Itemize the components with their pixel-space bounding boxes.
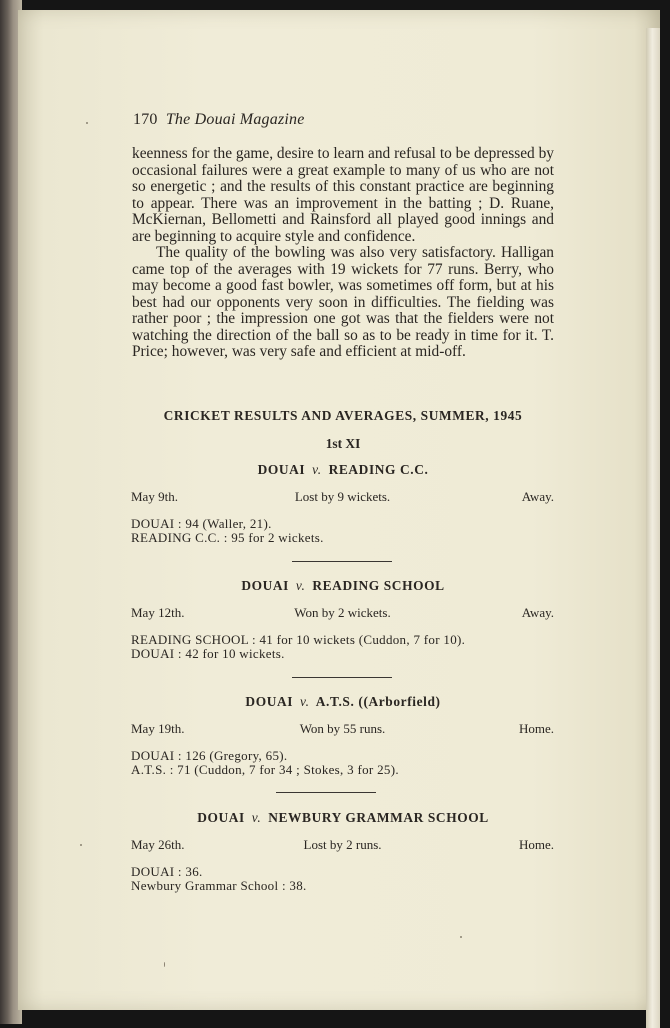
paragraph: The quality of the bowling was also very satisfactory. Halligan came top of the averages with 19 wickets for 77 runs. Berry, who may become a good fast bowler, was sometimes off form, but at his best had our opponents very soon in difficulties. The fielding was rather poor ; the impression one got was that the fielders were not watching the direction of the ball so as to be ready in time for it. T. Price; however, was very safe and efficient at mid-off.	[132, 244, 554, 360]
article-body	[132, 146, 554, 361]
match-venue: Home.	[518, 837, 554, 852]
match-venue: Away.	[521, 489, 554, 504]
score-line: DOUAI : 36.	[131, 864, 203, 879]
team-heading: 1st XI	[325, 436, 361, 451]
score-line: READING C.C. : 95 for 2 wickets.	[131, 530, 324, 545]
versus-label: v.	[295, 578, 306, 593]
divider-rule	[292, 677, 392, 678]
versus-label: v.	[251, 810, 262, 825]
match-title	[132, 810, 554, 826]
match-title	[132, 694, 554, 710]
score-line: DOUAI : 94 (Waller, 21).	[131, 516, 272, 531]
match-result: Lost by 9 wickets.	[294, 489, 391, 504]
match-result: Won by 2 wickets.	[294, 605, 391, 620]
opponent-team: READING C.C.	[328, 462, 429, 477]
opponent-team: READING SCHOOL	[312, 578, 445, 593]
paper-speck	[80, 844, 82, 846]
versus-label: v.	[300, 694, 310, 709]
match-date: May 19th.	[131, 721, 185, 736]
section-heading: CRICKET RESULTS AND AVERAGES, SUMMER, 1945	[163, 408, 523, 423]
score-line: READING SCHOOL : 41 for 10 wickets (Cuddon, 7 for 10).	[131, 632, 466, 647]
home-team: DOUAI	[197, 810, 245, 825]
match-date: May 26th.	[131, 837, 185, 852]
opponent-team: NEWBURY GRAMMAR SCHOOL	[268, 810, 489, 825]
running-header	[133, 111, 305, 129]
opponent-team: A.T.S. ((Arborfield)	[315, 694, 441, 709]
page-number: 170	[133, 111, 158, 128]
score-line: DOUAI : 42 for 10 wickets.	[131, 646, 285, 661]
match-result: Lost by 2 runs.	[303, 837, 382, 852]
home-team: DOUAI	[241, 578, 289, 593]
home-team: DOUAI	[257, 462, 306, 477]
versus-label: v.	[312, 462, 322, 477]
match-date: May 9th.	[131, 489, 178, 504]
paragraph: keenness for the game, desire to learn and refusal to be depressed by occasional failures were a great example to many of us who are not so energetic ; and the results of this constant practice are beginning to appear. There was an improvement in the batting ; D. Ruane, McKiernan, Bellometti and Rainsford all played good innings and are beginning to acquire style and confidence.	[132, 145, 554, 245]
paper-speck	[164, 962, 165, 967]
match-venue: Home.	[518, 721, 554, 736]
magazine-title: The Douai Magazine	[165, 111, 305, 128]
score-line: DOUAI : 126 (Gregory, 65).	[131, 748, 288, 763]
match-result: Won by 55 runs.	[299, 721, 386, 736]
score-line: A.T.S. : 71 (Cuddon, 7 for 34 ; Stokes, 3 for 25).	[131, 762, 399, 777]
score-line: Newbury Grammar School : 38.	[131, 878, 307, 893]
match-venue: Away.	[521, 605, 554, 620]
match-title	[132, 578, 554, 594]
match-title	[132, 462, 554, 478]
divider-rule	[292, 561, 392, 562]
paper-speck	[86, 122, 88, 124]
match-date: May 12th.	[131, 605, 185, 620]
divider-rule	[276, 792, 376, 793]
page-edge	[646, 28, 660, 1028]
paper-speck	[460, 936, 462, 938]
home-team: DOUAI	[245, 694, 294, 709]
